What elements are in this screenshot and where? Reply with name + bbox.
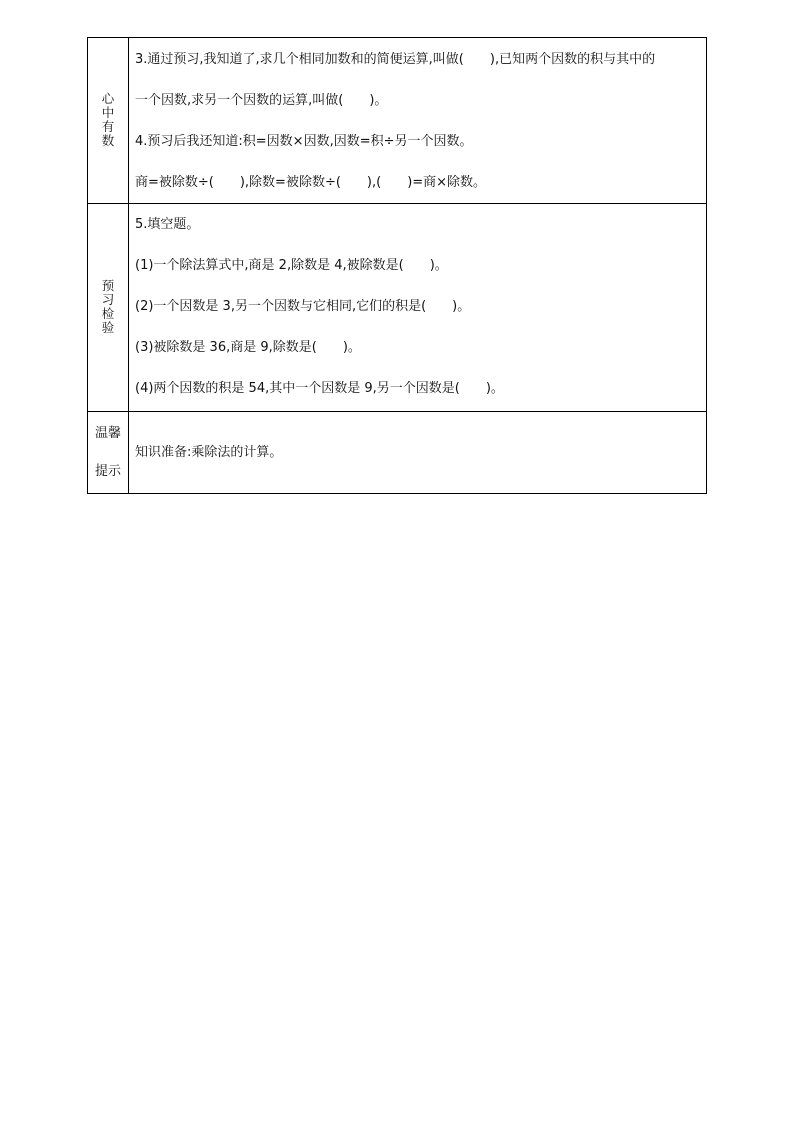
question-line: 商=被除数÷( ),除数=被除数÷( ),( )=商×除数。 xyxy=(135,175,487,190)
question-line: (2)一个因数是 3,另一个因数与它相同,它们的积是( )。 xyxy=(135,299,471,314)
section-content-cell xyxy=(129,38,707,204)
label-char: 检 xyxy=(101,306,115,321)
question-line: (3)被除数是 36,商是 9,除数是( )。 xyxy=(135,340,361,355)
section-row-tip xyxy=(88,412,707,494)
section-row-heart xyxy=(88,38,707,204)
section-label-cell xyxy=(88,204,129,412)
section-label-cell xyxy=(88,412,129,494)
section-row-check xyxy=(88,204,707,412)
label-line: 温馨 xyxy=(94,425,121,441)
question-line: (4)两个因数的积是 54,其中一个因数是 9,另一个因数是( )。 xyxy=(135,381,504,396)
question-line: (1)一个除法算式中,商是 2,除数是 4,被除数是( )。 xyxy=(135,258,448,273)
label-char: 习 xyxy=(101,292,115,307)
label-char: 心 xyxy=(101,91,115,106)
label-char: 预 xyxy=(101,278,115,293)
label-line: 提示 xyxy=(94,463,121,479)
question-line: 一个因数,求另一个因数的运算,叫做( )。 xyxy=(135,93,388,108)
worksheet-table xyxy=(87,37,707,494)
question-line: 3.通过预习,我知道了,求几个相同加数和的简便运算,叫做( ),已知两个因数的积与其中的 xyxy=(135,52,656,67)
section-label-vertical xyxy=(102,92,115,148)
label-char: 数 xyxy=(101,133,115,148)
label-char: 中 xyxy=(101,105,115,120)
section-label-vertical xyxy=(102,279,115,335)
question-heading: 5.填空题。 xyxy=(135,217,200,232)
section-content-cell xyxy=(129,204,707,412)
tip-line: 知识准备:乘除法的计算。 xyxy=(135,444,283,460)
label-char: 验 xyxy=(101,320,115,335)
label-char: 有 xyxy=(101,119,115,134)
question-line: 4.预习后我还知道:积=因数×因数,因数=积÷另一个因数。 xyxy=(135,134,473,149)
section-label-cell xyxy=(88,38,129,204)
section-label xyxy=(88,424,128,482)
section-content-cell xyxy=(129,412,707,494)
